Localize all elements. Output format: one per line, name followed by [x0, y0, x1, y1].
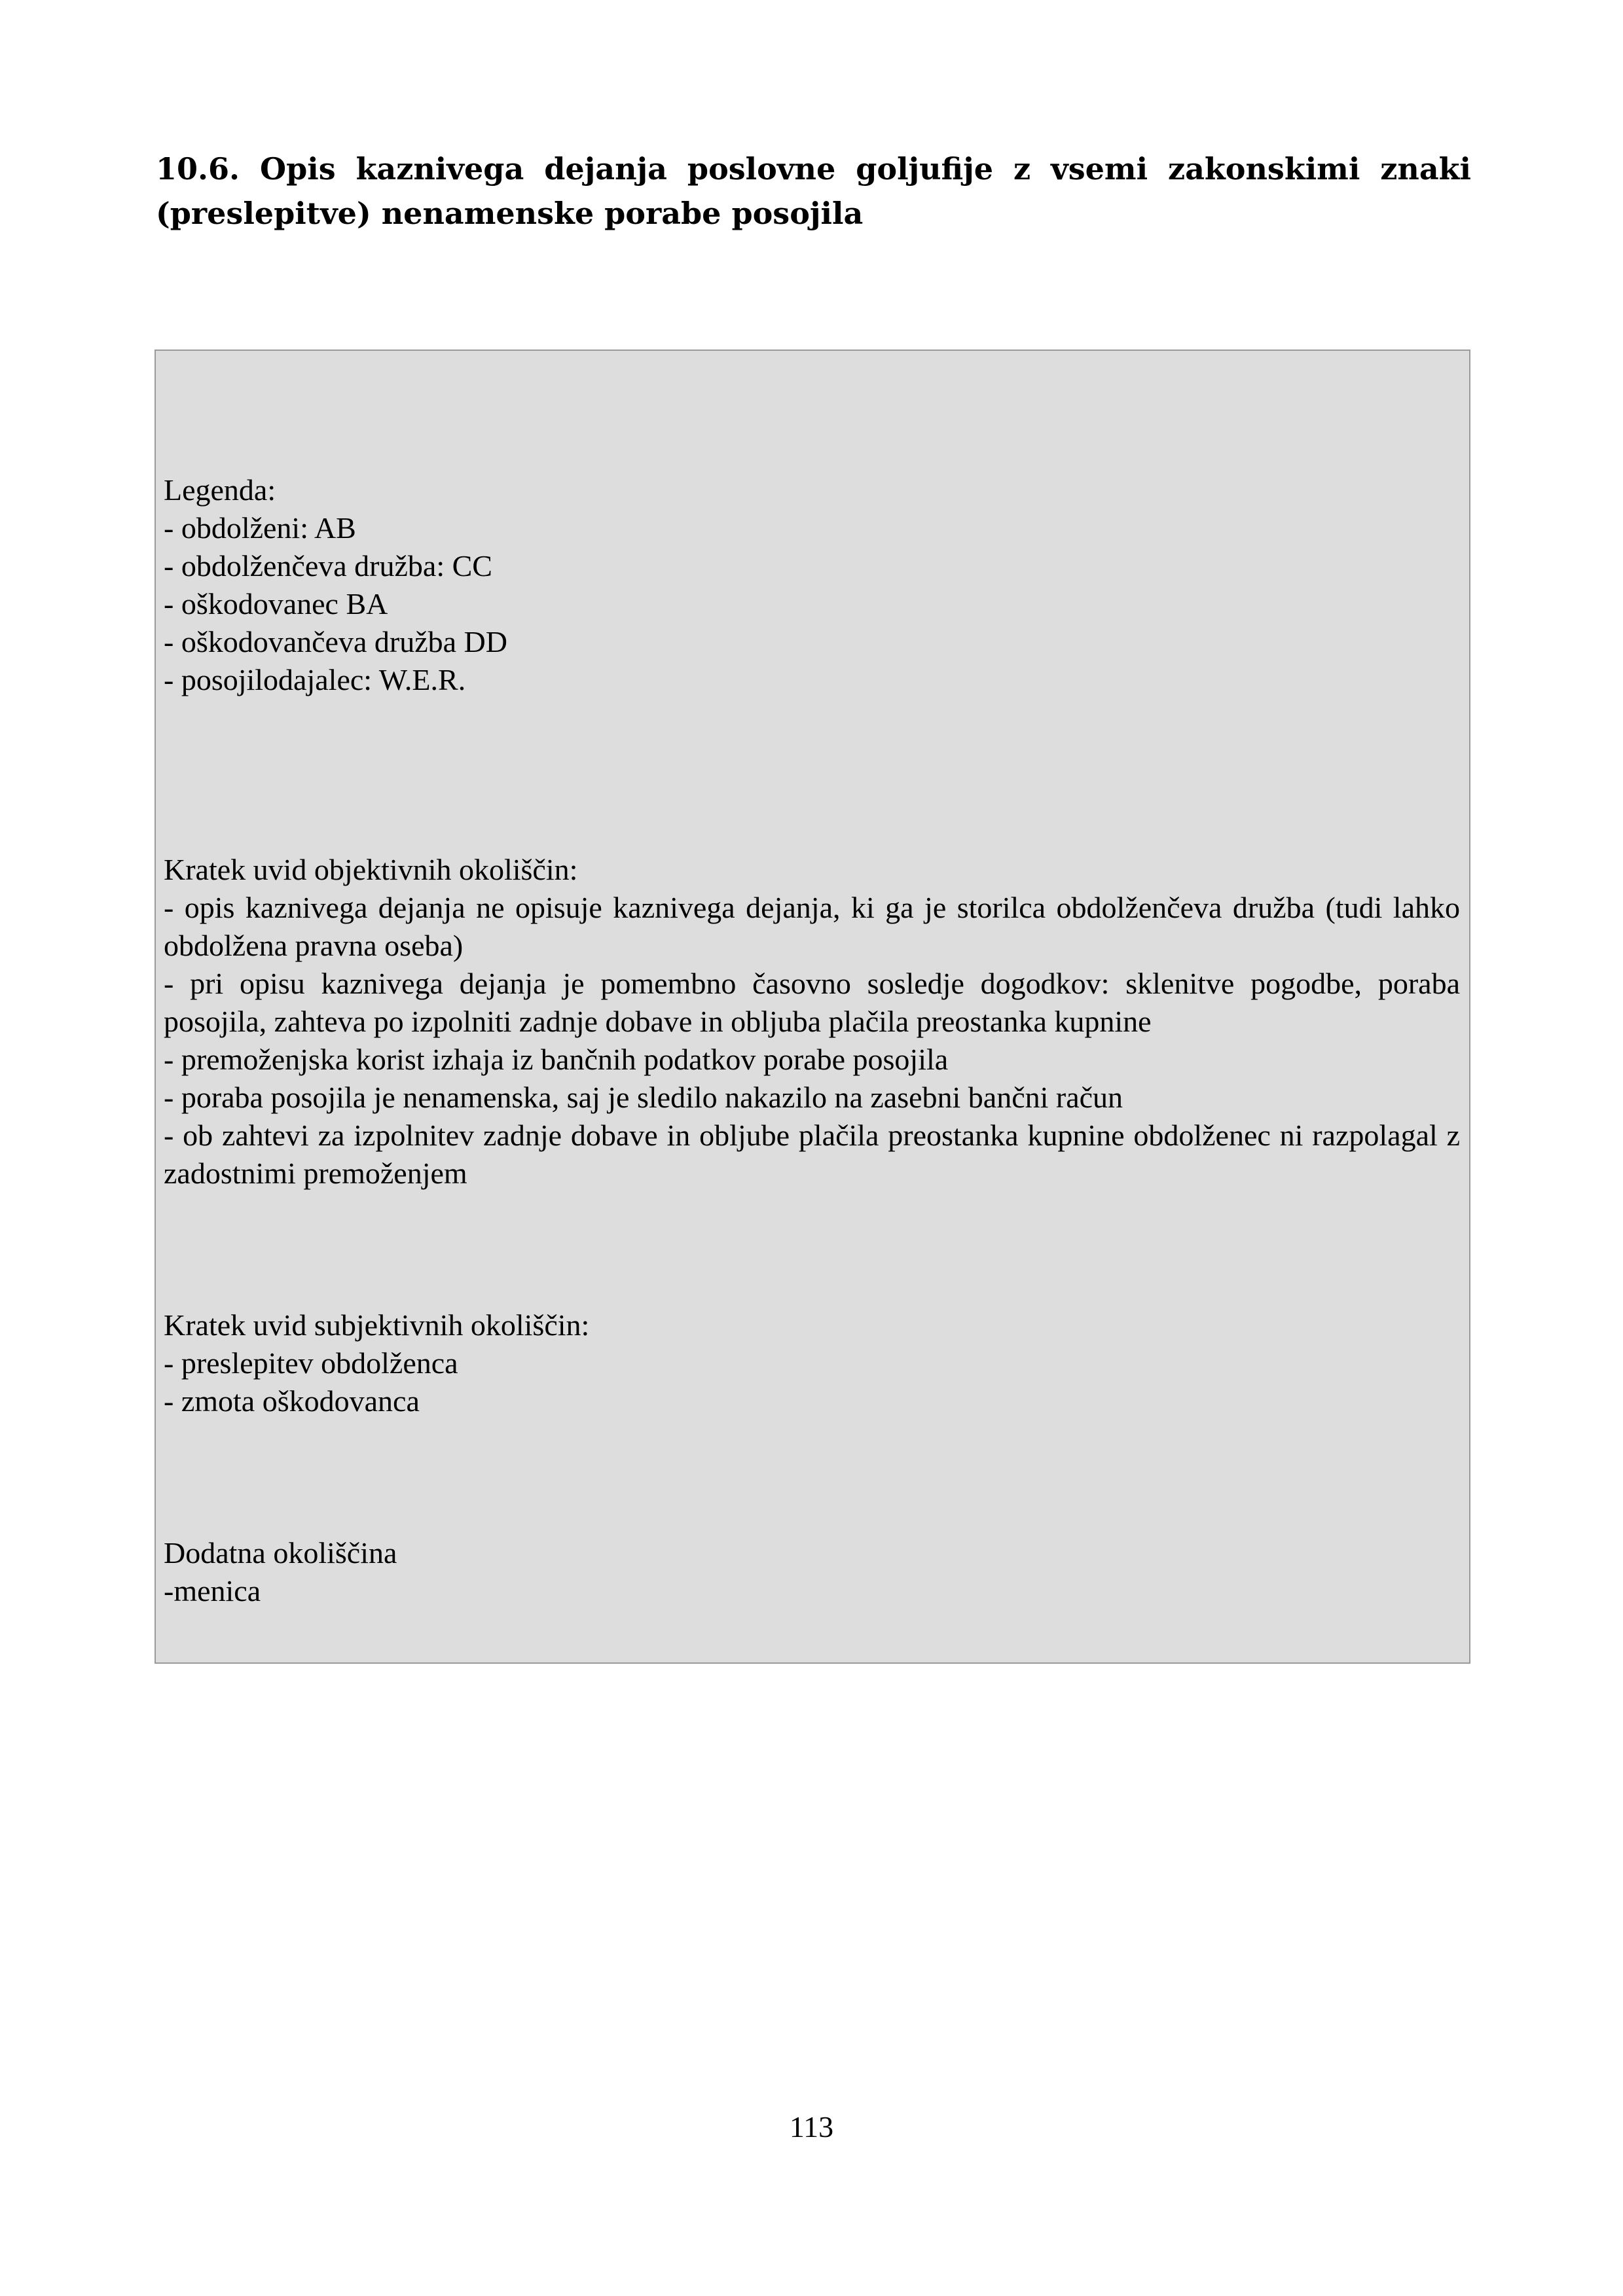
spacer — [164, 699, 1460, 851]
objective-item: - poraba posojila je nenamenska, saj je sledilo nakazilo na zasebni bančni račun — [164, 1081, 1123, 1114]
legend-section — [164, 471, 1460, 699]
objective-item: - opis kaznivega dejanja ne opisuje kaznivega dejanja, ki ga je storilca obdolženčeva družba (tudi lahko obdolžena pravna oseba) — [164, 891, 1460, 962]
section-heading: 10.6. Opis kaznivega dejanja poslovne goljufije z vsemi zakonskimi znaki (preslepitve) nenamenske porabe posojila — [156, 151, 1471, 231]
legend-title: Legenda: — [164, 473, 276, 507]
spacer — [164, 1193, 1460, 1306]
legend-item: - oškodovančeva družba DD — [164, 625, 507, 658]
objective-item: - pri opisu kaznivega dejanja je pomembno časovno sosledje dogodkov: sklenitve pogodbe, poraba posojila, zahteva po izpolniti zadnje dobave in obljuba plačila preostanka kupnine — [164, 967, 1460, 1038]
objective-title: Kratek uvid objektivnih okoliščin: — [164, 853, 578, 886]
legend-item: - obdolženi: AB — [164, 511, 356, 545]
additional-section — [164, 1534, 1460, 1610]
page-number: 113 — [789, 2110, 834, 2144]
objective-item: - premoženjska korist izhaja iz bančnih podatkov porabe posojila — [164, 1043, 949, 1076]
subjective-section — [164, 1306, 1460, 1420]
legend-item: - posojilodajalec: W.E.R. — [164, 663, 466, 696]
additional-title: Dodatna okoliščina — [164, 1536, 397, 1570]
subjective-item: - preslepitev obdolženca — [164, 1346, 458, 1380]
subjective-item: - zmota oškodovanca — [164, 1384, 420, 1418]
objective-item: - ob zahtevi za izpolnitev zadnje dobave in obljube plačila preostanka kupnine obdolženec ni razpolagal z zadostnimi premoženjem — [164, 1119, 1460, 1190]
objective-section — [164, 851, 1460, 1193]
content-box-text — [164, 471, 1460, 1610]
subjective-title: Kratek uvid subjektivnih okoliščin: — [164, 1308, 590, 1342]
spacer — [164, 1420, 1460, 1534]
additional-item: -menica — [164, 1574, 261, 1607]
legend-item: - oškodovanec BA — [164, 587, 388, 620]
content-box — [155, 350, 1470, 1664]
legend-item: - obdolženčeva družba: CC — [164, 549, 492, 583]
